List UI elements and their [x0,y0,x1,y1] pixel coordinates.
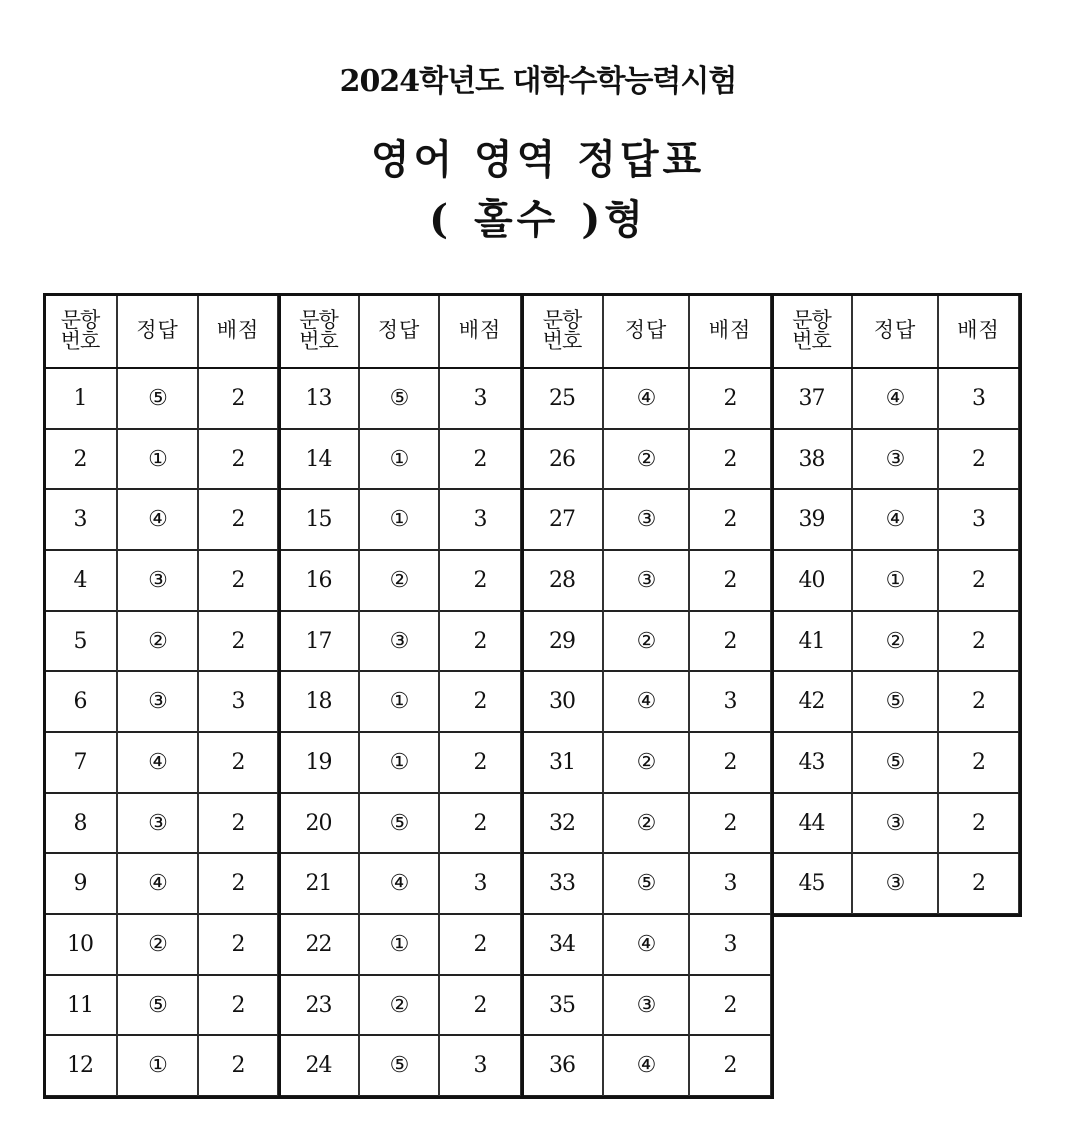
question-number: 4 [44,551,118,612]
score-points: 3 [690,854,772,915]
correct-answer: ④ [853,369,939,430]
correct-answer: ③ [604,976,690,1036]
correct-answer: ① [360,490,440,551]
header-label: 번호 [792,328,831,353]
score-points: 2 [939,612,1020,672]
header-label: 번호 [299,328,338,353]
score-points: 2 [939,733,1020,794]
score-points: 2 [199,551,279,612]
question-number: 12 [44,1036,118,1097]
score-points: 2 [939,794,1020,854]
score-points: 2 [199,976,279,1036]
correct-answer: ③ [853,430,939,490]
question-number: 26 [522,430,604,490]
question-number: 32 [522,794,604,854]
correct-answer: ⑤ [853,672,939,733]
correct-answer: ⑤ [360,1036,440,1097]
question-number: 36 [522,1036,604,1097]
score-points: 2 [939,551,1020,612]
correct-answer: ④ [604,369,690,430]
question-number: 43 [772,733,853,794]
score-points: 3 [690,672,772,733]
correct-answer: ② [853,612,939,672]
subject-title: 영어 영역 정답표 [370,136,706,183]
exam-type [0,188,1076,245]
score-points: 2 [440,794,522,854]
score-points: 2 [690,369,772,430]
correct-answer: ③ [118,551,199,612]
correct-answer: ⑤ [118,976,199,1036]
question-number: 2 [44,430,118,490]
score-points: 2 [440,430,522,490]
question-number: 21 [279,854,360,915]
score-points: 2 [199,369,279,430]
header-label: 문항 [792,307,831,332]
score-points: 3 [199,672,279,733]
score-points: 2 [440,733,522,794]
correct-answer: ① [853,551,939,612]
type-open-paren: ( [429,196,453,243]
header-points: 배점 [939,294,1020,369]
header-label: 번호 [542,328,582,353]
correct-answer: ② [360,551,440,612]
question-number: 37 [772,369,853,430]
question-number: 27 [522,490,604,551]
correct-answer: ② [604,794,690,854]
correct-answer: ⑤ [118,369,199,430]
correct-answer: ③ [604,490,690,551]
score-points: 2 [199,612,279,672]
correct-answer: ① [118,430,199,490]
correct-answer: ⑤ [853,733,939,794]
correct-answer: ② [118,612,199,672]
correct-answer: ③ [853,794,939,854]
correct-answer: ① [360,733,440,794]
question-number: 45 [772,854,853,915]
score-points: 2 [939,672,1020,733]
question-number: 11 [44,976,118,1036]
question-number: 8 [44,794,118,854]
score-points: 2 [440,551,522,612]
question-number: 3 [44,490,118,551]
score-points: 2 [199,794,279,854]
question-number: 41 [772,612,853,672]
correct-answer: ③ [360,612,440,672]
question-number: 28 [522,551,604,612]
header-points: 배점 [440,294,522,369]
correct-answer: ④ [118,490,199,551]
score-points: 2 [199,1036,279,1097]
correct-answer: ② [118,915,199,976]
question-number: 30 [522,672,604,733]
score-points: 2 [199,854,279,915]
score-points: 3 [440,1036,522,1097]
score-points: 2 [690,430,772,490]
question-number: 38 [772,430,853,490]
question-number: 13 [279,369,360,430]
type-name: 홀수 [474,196,560,243]
question-number: 20 [279,794,360,854]
score-points: 3 [690,915,772,976]
score-points: 2 [690,976,772,1036]
score-points: 2 [199,915,279,976]
score-points: 2 [690,733,772,794]
question-number: 7 [44,733,118,794]
question-number: 24 [279,1036,360,1097]
question-number: 14 [279,430,360,490]
correct-answer: ④ [604,672,690,733]
correct-answer: ⑤ [360,794,440,854]
score-points: 2 [199,490,279,551]
correct-answer: ② [360,976,440,1036]
score-points: 2 [199,430,279,490]
header-label: 번호 [60,328,100,353]
question-number: 18 [279,672,360,733]
header-question-number [522,294,604,369]
question-number: 17 [279,612,360,672]
header-question-number [772,294,853,369]
correct-answer: ② [604,612,690,672]
score-points: 3 [939,490,1020,551]
question-number: 10 [44,915,118,976]
question-number: 33 [522,854,604,915]
question-number: 6 [44,672,118,733]
question-number: 42 [772,672,853,733]
correct-answer: ① [360,430,440,490]
question-number: 34 [522,915,604,976]
header-answer: 정답 [360,294,440,369]
score-points: 3 [939,369,1020,430]
question-number: 19 [279,733,360,794]
score-points: 2 [440,976,522,1036]
correct-answer: ① [118,1036,199,1097]
correct-answer: ⑤ [360,369,440,430]
header-question-number [44,294,118,369]
score-points: 2 [440,672,522,733]
correct-answer: ④ [604,915,690,976]
correct-answer: ③ [604,551,690,612]
header-answer: 정답 [118,294,199,369]
question-number: 31 [522,733,604,794]
correct-answer: ④ [604,1036,690,1097]
score-points: 2 [440,915,522,976]
score-points: 2 [939,854,1020,915]
score-points: 3 [440,854,522,915]
question-number: 44 [772,794,853,854]
correct-answer: ③ [853,854,939,915]
correct-answer: ⑤ [604,854,690,915]
question-number: 1 [44,369,118,430]
correct-answer: ① [360,915,440,976]
correct-answer: ④ [853,490,939,551]
exam-title: 2024학년도 대학수학능력시험 [339,64,737,99]
question-number: 40 [772,551,853,612]
question-number: 5 [44,612,118,672]
header-answer: 정답 [853,294,939,369]
score-points: 2 [440,612,522,672]
correct-answer: ① [360,672,440,733]
question-number: 16 [279,551,360,612]
score-points: 2 [939,430,1020,490]
score-points: 3 [440,490,522,551]
question-number: 15 [279,490,360,551]
correct-answer: ② [604,733,690,794]
correct-answer: ④ [118,854,199,915]
correct-answer: ④ [118,733,199,794]
correct-answer: ③ [118,672,199,733]
question-number: 35 [522,976,604,1036]
score-points: 2 [690,1036,772,1097]
question-number: 23 [279,976,360,1036]
question-number: 22 [279,915,360,976]
question-number: 29 [522,612,604,672]
score-points: 2 [199,733,279,794]
header-points: 배점 [199,294,279,369]
question-number: 39 [772,490,853,551]
header-points: 배점 [690,294,772,369]
score-points: 3 [440,369,522,430]
question-number: 9 [44,854,118,915]
score-points: 2 [690,794,772,854]
header-answer: 정답 [604,294,690,369]
correct-answer: ④ [360,854,440,915]
correct-answer: ② [604,430,690,490]
header-label: 문항 [299,307,338,332]
header-label: 문항 [542,307,582,332]
score-points: 2 [690,490,772,551]
header-question-number [279,294,360,369]
score-points: 2 [690,551,772,612]
question-number: 25 [522,369,604,430]
correct-answer: ③ [118,794,199,854]
type-suffix: )형 [581,196,647,243]
score-points: 2 [690,612,772,672]
header-label: 문항 [60,307,100,332]
